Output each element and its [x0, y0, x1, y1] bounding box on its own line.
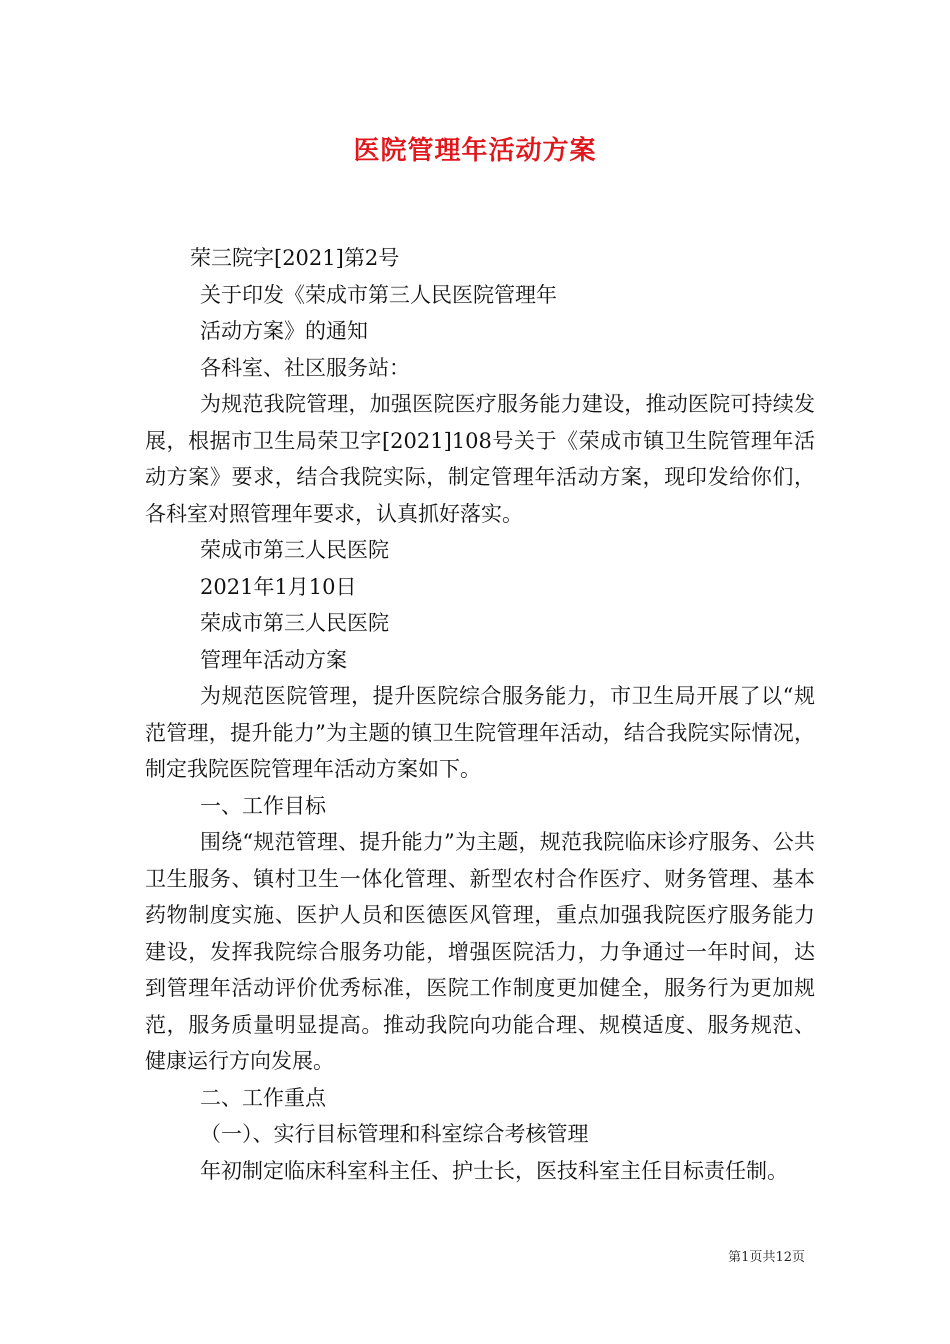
signature-date: 2021年1月10日	[200, 574, 357, 599]
intro-paragraph: 为规范我院管理，加强医院医疗服务能力建设，推动医院可持续发展，根据市卫生局荣卫字[2021]108号关于《荣成市镇卫生院管理年活动方案》要求，结合我院实际，制定管理年活动方案，现印发给你们，各科室对照管理年要求，认真抓好落实。	[145, 392, 815, 526]
doc-number: 荣三院字[2021]第2号	[190, 246, 400, 270]
plan-title: 管理年活动方案	[200, 647, 347, 672]
section1-heading: 一、工作目标	[200, 793, 326, 818]
document-title: 医院管理年活动方案	[353, 136, 597, 166]
section2-heading: 二、工作重点	[200, 1085, 326, 1110]
section2-subheading-1: （一）、实行目标管理和科室综合考核管理	[200, 1122, 589, 1146]
plan-intro-paragraph: 为规范医院管理，提升医院综合服务能力，市卫生局开展了以“规范管理，提升能力”为主题的镇卫生院管理年活动，结合我院实际情况，制定我院医院管理年活动方案如下。	[145, 684, 815, 781]
section1-paragraph: 围绕“规范管理、提升能力”为主题，规范我院临床诊疗服务、公共卫生服务、镇村卫生一体化管理、新型农村合作医疗、财务管理、基本药物制度实施、医护人员和医德医风管理，重点加强我院医疗服务能力建设，发挥我院综合服务功能，增强医院活力，力争通过一年时间，达到管理年活动评价优秀标准，医院工作制度更加健全，服务行为更加规范，服务质量明显提高。推动我院向功能合理、规模适度、服务规范、健康运行方向发展。	[145, 830, 815, 1073]
document-body	[145, 240, 815, 1189]
section2-sub1-text: 年初制定临床科室科主任、护士长，医技科室主任目标责任制。	[200, 1158, 788, 1183]
notice-title-line1: 关于印发《荣成市第三人民医院管理年	[200, 282, 557, 307]
signature-org: 荣成市第三人民医院	[200, 538, 389, 562]
notice-title-line2: 活动方案》的通知	[200, 319, 368, 343]
recipients: 各科室、社区服务站：	[200, 355, 410, 380]
page-number-footer: 第1页共12页	[728, 1250, 805, 1265]
plan-org: 荣成市第三人民医院	[200, 611, 389, 635]
